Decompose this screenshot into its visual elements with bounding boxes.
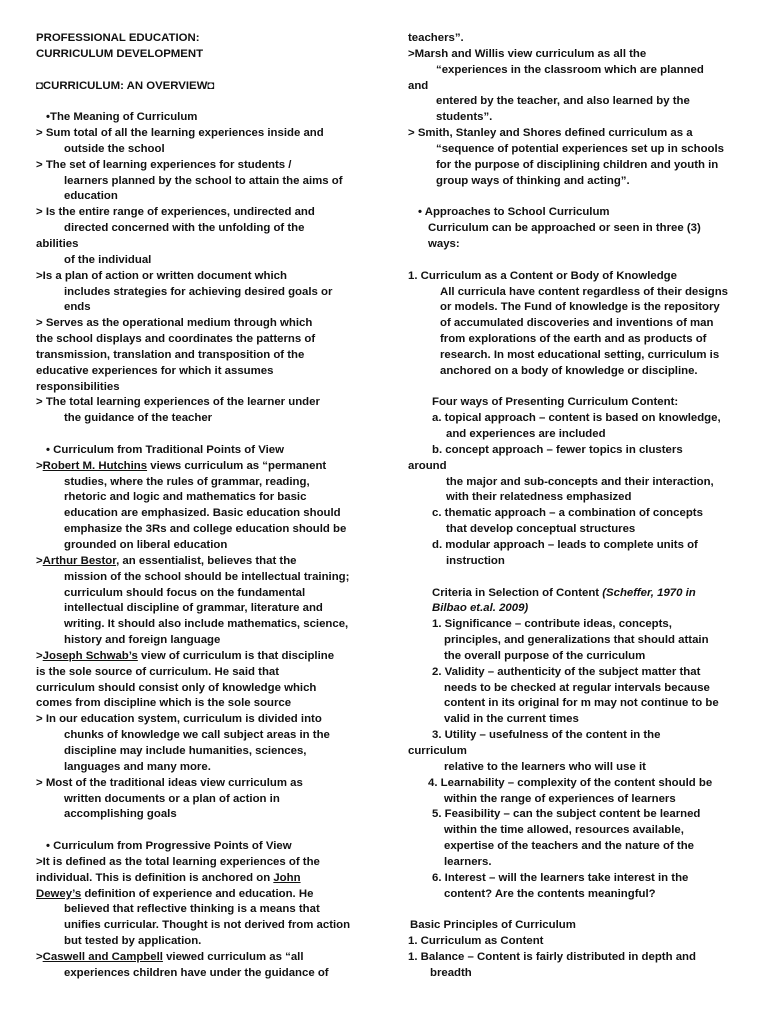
- text-line: All curricula have content regardless of their designs: [440, 285, 729, 298]
- left-column: [36, 31, 388, 982]
- text-line: d. modular approach – leads to complete units of: [432, 539, 698, 551]
- text-line: individual. This is definition is anchored on John: [36, 871, 301, 884]
- text-line: entered by the teacher, and also learned by the: [436, 95, 690, 108]
- text-line: history and foreign language: [64, 634, 221, 647]
- text-line: • Curriculum from Progressive Points of View: [46, 840, 292, 853]
- text-line: chunks of knowledge we call subject areas in the: [64, 729, 330, 742]
- text-line: 1. Curriculum as a Content or Body of Knowledge: [408, 269, 677, 282]
- text-line: ways:: [428, 237, 460, 250]
- text-line: emphasize the 3Rs and college education should be: [64, 523, 347, 536]
- text-line: of accumulated discoveries and inventions of man: [440, 317, 714, 330]
- blank-line: [408, 380, 744, 396]
- text-line: [408, 601, 744, 617]
- text-line: research. In most educational setting, curriculum is: [440, 348, 720, 361]
- text-line: curriculum should consist only of knowledge which: [36, 681, 317, 694]
- text-line: for the purpose of disciplining children and youth in: [436, 158, 719, 171]
- text-line: > Smith, Stanley and Shores defined curriculum as a: [408, 127, 693, 140]
- blank-line: [36, 94, 388, 110]
- underlined-name: Dewey’s: [36, 887, 82, 900]
- text-line: needs to be checked at regular intervals because: [444, 681, 710, 694]
- text-line: but tested by application.: [64, 935, 202, 948]
- text-line: “experiences in the classroom which are planned: [436, 63, 704, 76]
- text-line: the major and sub-concepts and their interaction,: [446, 475, 714, 488]
- text-line: that develop conceptual structures: [446, 523, 636, 536]
- italic-citation: Bilbao et.al. 2009): [432, 602, 529, 615]
- text-line: Curriculum can be approached or seen in three (3): [428, 222, 701, 235]
- text-line: > The set of learning experiences for students /: [36, 158, 292, 171]
- text-line: transmission, translation and transposition of the: [36, 348, 305, 361]
- text-line: 1. Curriculum as Content: [408, 935, 544, 948]
- text-line: • Curriculum from Traditional Points of View: [46, 443, 284, 456]
- text-line: written documents or a plan of action in: [64, 792, 280, 805]
- text-line: around: [408, 459, 447, 472]
- text-line: Basic Principles of Curriculum: [410, 919, 576, 932]
- text-line: languages and many more.: [64, 760, 211, 773]
- text-line: b. concept approach – fewer topics in clusters: [432, 443, 683, 456]
- text-line: unifies curricular. Thought is not derived from action: [64, 919, 351, 932]
- text-line: > Most of the traditional ideas view curriculum as: [36, 776, 303, 789]
- text-line: >Caswell and Campbell viewed curriculum as “all: [36, 950, 304, 963]
- text-line: teachers”.: [408, 32, 464, 44]
- text-line: 1. Balance – Content is fairly distributed in depth and: [408, 950, 696, 963]
- text-line: content? Are the contents meaningful?: [444, 887, 656, 900]
- underlined-name: Arthur Bestor: [42, 554, 117, 567]
- blank-line: [408, 253, 744, 269]
- text-line: outside the school: [64, 142, 165, 155]
- text-line: responsibilities: [36, 380, 120, 393]
- underlined-name: Joseph Schwab’s: [42, 649, 138, 662]
- right-column: [408, 31, 744, 982]
- text-line: curriculum should focus on the fundamental: [64, 586, 306, 599]
- text-line: ends: [64, 301, 91, 314]
- text-line: expertise of the teachers and the nature of the: [444, 840, 695, 853]
- text-line: 6. Interest – will the learners take interest in the: [432, 871, 689, 884]
- text-line: educative experiences for which it assumes: [36, 364, 274, 377]
- blank-line: [408, 902, 744, 918]
- text-line: content in its original for m may not continue to be: [444, 697, 719, 710]
- text-line: 3. Utility – usefulness of the content in the: [432, 729, 661, 742]
- text-line: Dewey’s definition of experience and education. He: [36, 887, 314, 900]
- text-line: mission of the school should be intellectual training;: [64, 570, 350, 583]
- text-line: of the individual: [64, 253, 152, 266]
- text-line: and experiences are included: [446, 428, 606, 441]
- blank-line: [36, 823, 388, 839]
- text-line: >Robert M. Hutchins views curriculum as “permanent: [36, 459, 327, 472]
- blank-line: [36, 427, 388, 443]
- text-line: and: [408, 79, 429, 92]
- text-line: 2. Validity – authenticity of the subject matter that: [432, 665, 701, 678]
- text-line: • Approaches to School Curriculum: [418, 206, 610, 219]
- text-line: is the sole source of curriculum. He said that: [36, 665, 280, 678]
- text-line: education are emphasized. Basic education should: [64, 507, 341, 520]
- text-line: within the range of experiences of learners: [444, 792, 676, 805]
- text-line: comes from discipline which is the sole source: [36, 697, 292, 710]
- text-line: education: [64, 190, 118, 203]
- underlined-name: Robert M. Hutchins: [42, 459, 148, 472]
- text-line: >Marsh and Willis view curriculum as all the: [408, 47, 647, 60]
- text-line: writing. It should also include mathematics, science,: [64, 618, 349, 631]
- text-line: the school displays and coordinates the patterns of: [36, 333, 316, 346]
- text-line: the overall purpose of the curriculum: [444, 649, 646, 662]
- italic-citation: (Scheffer, 1970 in: [602, 586, 696, 599]
- text-line: the guidance of the teacher: [64, 412, 213, 425]
- text-line: believed that reflective thinking is a means that: [64, 903, 320, 916]
- text-line: accomplishing goals: [64, 808, 177, 821]
- text-line: abilities: [36, 237, 79, 250]
- text-line: discipline may include humanities, sciences,: [64, 744, 307, 757]
- underlined-name: John: [273, 871, 301, 884]
- text-line: >It is defined as the total learning experiences of the: [36, 855, 320, 868]
- text-line: > Is the entire range of experiences, undirected and: [36, 206, 315, 219]
- text-line: anchored on a body of knowledge or discipline.: [440, 364, 698, 377]
- text-line: with their relatedness emphasized: [446, 491, 632, 504]
- text-line: or models. The Fund of knowledge is the repository: [440, 301, 720, 314]
- text-line: CURRICULUM DEVELOPMENT: [36, 47, 204, 60]
- underlined-name: Caswell and Campbell: [42, 950, 163, 963]
- text-line: directed concerned with the unfolding of the: [64, 222, 305, 235]
- text-line: breadth: [430, 966, 472, 979]
- text-line: Criteria in Selection of Content (Scheffer, 1970 in: [432, 586, 696, 599]
- blank-line: [408, 189, 744, 205]
- text-line: includes strategies for achieving desired goals or: [64, 285, 333, 298]
- text-line: > Sum total of all the learning experiences inside and: [36, 127, 324, 140]
- text-line: instruction: [446, 554, 505, 567]
- text-line: group ways of thinking and acting”.: [436, 174, 630, 187]
- text-line: > Serves as the operational medium through which: [36, 317, 313, 330]
- text-line: c. thematic approach – a combination of concepts: [432, 507, 703, 520]
- text-line: 1. Significance – contribute ideas, concepts,: [432, 618, 672, 631]
- text-line: intellectual discipline of grammar, literature and: [64, 602, 323, 615]
- text-line: “sequence of potential experiences set up in schools: [436, 142, 725, 155]
- blank-line: [36, 63, 388, 79]
- text-line: PROFESSIONAL EDUCATION:: [36, 32, 200, 44]
- text-line: learners.: [444, 855, 492, 868]
- text-line: >Joseph Schwab’s view of curriculum is that discipline: [36, 649, 335, 662]
- text-line: relative to the learners who will use it: [444, 760, 646, 773]
- blank-line: [408, 570, 744, 586]
- text-line: rhetoric and logic and mathematics for basic: [64, 491, 307, 504]
- text-line: valid in the current times: [444, 713, 579, 726]
- text-line: curriculum: [408, 744, 467, 757]
- text-line: >Is a plan of action or written document which: [36, 269, 287, 282]
- text-line: > The total learning experiences of the learner under: [36, 396, 320, 409]
- text-line: > In our education system, curriculum is divided into: [36, 713, 322, 726]
- text-line: a. topical approach – content is based on knowledge,: [432, 412, 721, 425]
- text-line: principles, and generalizations that should attain: [444, 634, 709, 647]
- text-line: students”.: [436, 111, 493, 124]
- text-line: •The Meaning of Curriculum: [46, 111, 198, 124]
- text-line: grounded on liberal education: [64, 539, 228, 551]
- text-line: ◘CURRICULUM: AN OVERVIEW◘: [36, 79, 215, 92]
- text-line: 5. Feasibility – can the subject content be learned: [432, 808, 701, 821]
- text-line: studies, where the rules of grammar, reading,: [64, 475, 310, 488]
- text-line: learners planned by the school to attain the aims of: [64, 174, 343, 187]
- text-line: experiences children have under the guidance of: [64, 966, 329, 979]
- text-line: from explorations of the earth and as products of: [440, 333, 707, 346]
- text-line: Four ways of Presenting Curriculum Content:: [432, 396, 679, 409]
- text-line: within the time allowed, resources available,: [444, 824, 684, 837]
- text-line: 4. Learnability – complexity of the content should be: [428, 776, 713, 789]
- text-line: >Arthur Bestor, an essentialist, believes that the: [36, 554, 297, 567]
